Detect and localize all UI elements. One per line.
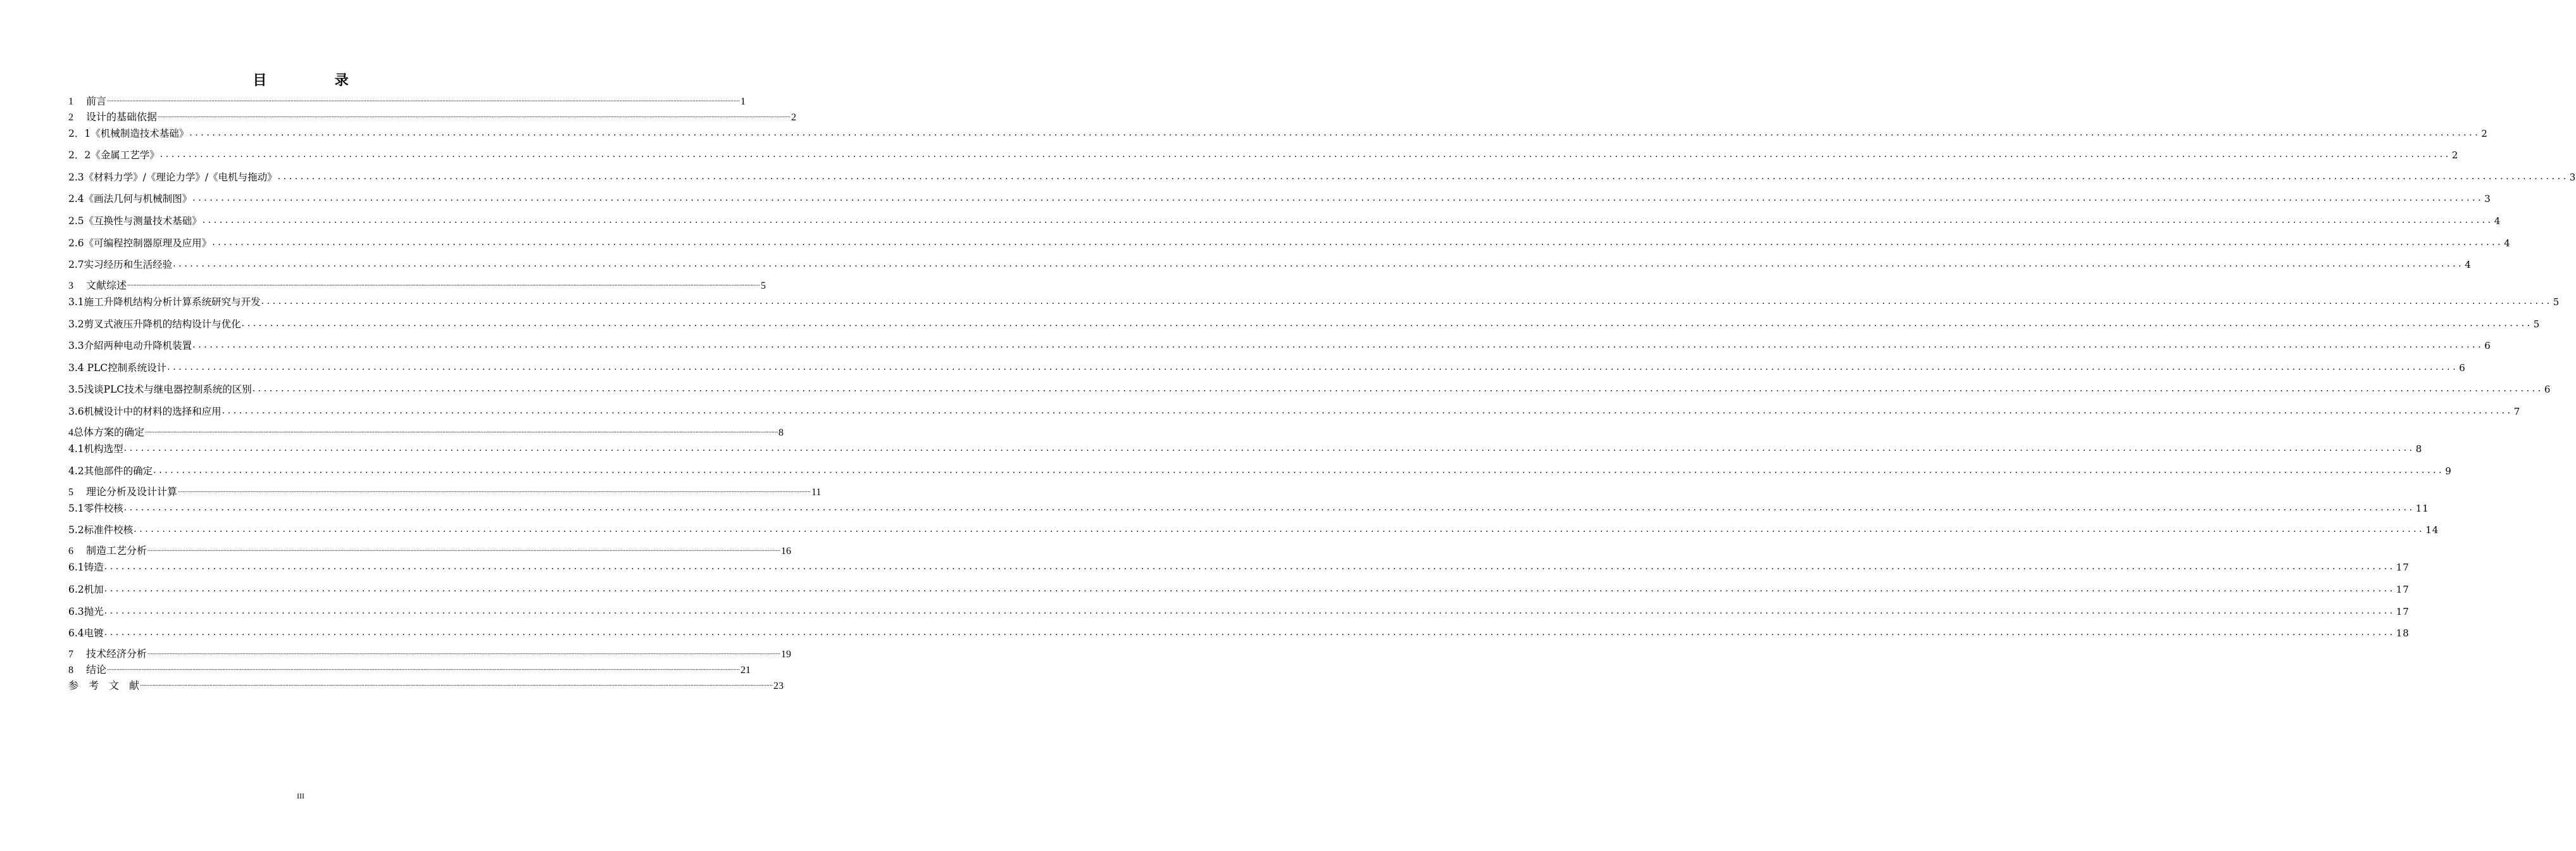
toc-entry-title: 3.5浅谈PLC技术与继电器控制系统的区别 — [68, 384, 252, 395]
toc-entry-title: 3.2剪叉式液压升降机的结构设计与优化 — [68, 318, 241, 330]
toc-entry-page-number: 17 — [2396, 606, 2410, 617]
toc-entry-page-number: 6 — [2459, 362, 2466, 374]
toc-entry-title: 3 文献综述 — [68, 281, 127, 291]
toc-entry[interactable] — [68, 296, 2560, 308]
toc-entry-title: 1 前言 — [68, 96, 107, 107]
toc-entry-title: 6.3抛光 — [68, 606, 104, 617]
toc-entry-title: 2．1《机械制造技术基础》 — [68, 128, 189, 139]
toc-entry-page-number: 8 — [2415, 443, 2423, 455]
toc-entry[interactable] — [68, 486, 822, 499]
dot-leader: ................................................................................................................................................................................................................................................................................................................................................................................................................ — [104, 584, 2396, 594]
toc-entry-title: 6.1铸造 — [68, 562, 104, 573]
toc-entry-page-number: 4 — [2504, 237, 2511, 249]
dot-leader: ................................................................................................................................................................................................................................................................................................................................................................................................................ — [104, 606, 2396, 616]
toc-entry[interactable] — [68, 258, 2472, 271]
toc-entry-page-number: 11 — [811, 487, 822, 498]
toc-entry-page-number: 23 — [773, 681, 784, 691]
toc-entry-title: 4.1机构选型 — [68, 443, 123, 455]
dot-leader: ................................................................................................................................................................................................................................................................................................................................................................................................................ — [261, 296, 2553, 306]
toc-entry[interactable] — [68, 465, 2452, 477]
toc-entry[interactable] — [68, 362, 2466, 374]
dot-leader: ................................................................................................................................................................................................................................................................................................................................................................................................................ — [167, 362, 2459, 372]
dot-leader: ................................................................................................................................................................................................................................................................................................................................................................................................................ — [277, 172, 2569, 182]
toc-entry[interactable] — [68, 318, 2541, 331]
toc-entry[interactable] — [68, 383, 2551, 396]
toc-entry-page-number: 5 — [2533, 318, 2541, 330]
toc-entry[interactable] — [68, 664, 751, 677]
dot-leader: ................................................................................................................................................................................................................................................................................................................................................................................................................ — [147, 649, 781, 656]
toc-entry-page-number: 9 — [2445, 465, 2452, 477]
toc-entry-title: 2 设计的基础依据 — [68, 112, 158, 123]
toc-entry[interactable] — [68, 583, 2410, 596]
toc-entry[interactable] — [68, 280, 766, 293]
toc-entry-title: 2.4《画法几何与机械制图》 — [68, 193, 192, 205]
toc-entry-page-number: 19 — [781, 649, 792, 660]
dot-leader: ................................................................................................................................................................................................................................................................................................................................................................................................................ — [145, 427, 778, 434]
toc-title — [0, 70, 601, 89]
toc-entry-title: 6.4电镀 — [68, 627, 104, 639]
toc-entry-page-number: 6 — [2484, 340, 2491, 351]
dot-leader: ................................................................................................................................................................................................................................................................................................................................................................................................................ — [192, 193, 2484, 203]
toc-entry-page-number: 3 — [2569, 172, 2576, 183]
dot-leader: ................................................................................................................................................................................................................................................................................................................................................................................................................ — [140, 681, 773, 688]
dot-leader: ................................................................................................................................................................................................................................................................................................................................................................................................................ — [104, 627, 2396, 638]
toc-entry-page-number: 4 — [2465, 259, 2472, 270]
toc-entry[interactable] — [68, 680, 784, 693]
toc-entry[interactable] — [68, 171, 2576, 184]
toc-entry-page-number: 2 — [2451, 149, 2459, 161]
toc-entry[interactable] — [68, 405, 2521, 418]
toc-entry-page-number: 1 — [741, 96, 746, 107]
dot-leader: ................................................................................................................................................................................................................................................................................................................................................................................................................ — [123, 503, 2415, 513]
dot-leader: ................................................................................................................................................................................................................................................................................................................................................................................................................ — [241, 318, 2533, 329]
toc-entry[interactable] — [68, 545, 792, 558]
dot-leader: ................................................................................................................................................................................................................................................................................................................................................................................................................ — [252, 384, 2544, 394]
toc-entry-page-number: 11 — [2415, 503, 2429, 514]
toc-entry-title: 3.1施工升降机结构分析计算系统研究与开发 — [68, 296, 261, 308]
dot-leader: ................................................................................................................................................................................................................................................................................................................................................................................................................ — [158, 112, 791, 119]
toc-entry-page-number: 5 — [761, 281, 766, 291]
toc-entry-page-number: 16 — [781, 546, 792, 557]
dot-leader: ................................................................................................................................................................................................................................................................................................................................................................................................................ — [134, 524, 2425, 534]
dot-leader: ................................................................................................................................................................................................................................................................................................................................................................................................................ — [192, 340, 2484, 350]
toc-entry-page-number: 7 — [2513, 406, 2521, 417]
dot-leader: ................................................................................................................................................................................................................................................................................................................................................................................................................ — [159, 149, 2451, 160]
toc-entry-page-number: 6 — [2544, 384, 2551, 395]
toc-entry[interactable] — [68, 648, 792, 661]
toc-entry-title: 5.1零件校核 — [68, 503, 123, 514]
dot-leader: ................................................................................................................................................................................................................................................................................................................................................................................................................ — [153, 465, 2445, 476]
toc-entry-page-number: 18 — [2396, 627, 2410, 639]
dot-leader: ................................................................................................................................................................................................................................................................................................................................................................................................................ — [127, 281, 761, 287]
dot-leader: ................................................................................................................................................................................................................................................................................................................................................................................................................ — [104, 562, 2396, 572]
dot-leader: ................................................................................................................................................................................................................................................................................................................................................................................................................ — [202, 215, 2494, 225]
toc-entry[interactable] — [68, 127, 2488, 140]
toc-entry[interactable] — [68, 192, 2491, 205]
dot-leader: ................................................................................................................................................................................................................................................................................................................................................................................................................ — [173, 259, 2465, 269]
toc-entry-title: 7 技术经济分析 — [68, 649, 147, 660]
dot-leader: ................................................................................................................................................................................................................................................................................................................................................................................................................ — [212, 237, 2504, 248]
toc-entry-title: 3.6机械设计中的材料的选择和应用 — [68, 406, 222, 417]
toc-entry-page-number: 17 — [2396, 584, 2410, 595]
toc-entry[interactable] — [68, 443, 2423, 455]
toc-entry-page-number: 8 — [778, 427, 784, 438]
toc-entry-title: 2.5《互换性与测量技术基础》 — [68, 215, 202, 227]
dot-leader: ................................................................................................................................................................................................................................................................................................................................................................................................................ — [189, 128, 2481, 138]
toc-entry-page-number: 5 — [2553, 296, 2560, 308]
toc-entry-title: 4.2其他部件的确定 — [68, 465, 153, 477]
toc-entry-page-number: 2 — [2481, 128, 2488, 139]
toc-entry-title: 5.2标准件校核 — [68, 524, 134, 536]
dot-leader: ................................................................................................................................................................................................................................................................................................................................................................................................................ — [178, 487, 811, 494]
toc-entry-title: 参 考 文 献 — [68, 681, 140, 691]
toc-entry-title: 2.6《可编程控制器原理及应用》 — [68, 237, 212, 249]
toc-entry[interactable] — [68, 111, 797, 124]
toc-entry-page-number: 2 — [791, 112, 797, 123]
toc-entry-page-number: 17 — [2396, 562, 2410, 573]
toc-entry-title: 2.7实习经历和生活经验 — [68, 259, 173, 270]
toc-entry[interactable] — [68, 215, 2501, 227]
toc-entry-page-number: 3 — [2484, 193, 2491, 205]
toc-entry-title: 2.3《材料力学》/《理论力学》/《电机与拖动》 — [68, 172, 277, 183]
toc-entry-page-number: 14 — [2425, 524, 2439, 536]
toc-entry[interactable] — [68, 427, 784, 439]
toc-entry-title: 4总体方案的确定 — [68, 427, 145, 438]
toc-entry[interactable] — [68, 502, 2429, 515]
dot-leader: ................................................................................................................................................................................................................................................................................................................................................................................................................ — [123, 443, 2415, 453]
toc-entry-title: 8 结论 — [68, 665, 107, 676]
toc-title-char-2: 录 — [334, 73, 349, 89]
toc-entry-title: 5 理论分析及设计计算 — [68, 487, 178, 498]
toc-title-char-1: 目 — [253, 73, 267, 89]
toc-entry-title: 3.4 PLC控制系统设计 — [68, 362, 167, 374]
dot-leader: ................................................................................................................................................................................................................................................................................................................................................................................................................ — [147, 546, 781, 553]
toc-entry[interactable] — [68, 339, 2491, 352]
toc-entry-title: 3.3介紹两种电动升降机装置 — [68, 340, 192, 351]
dot-leader: ................................................................................................................................................................................................................................................................................................................................................................................................................ — [222, 406, 2513, 416]
toc-entry-title: 2．2《金属工艺学》 — [68, 149, 159, 161]
toc-entry[interactable] — [68, 605, 2410, 618]
toc-entry-page-number: 21 — [741, 665, 751, 676]
toc-entry[interactable] — [68, 149, 2459, 161]
toc-entry[interactable] — [68, 524, 2439, 536]
toc-entry[interactable] — [68, 96, 746, 108]
toc-entry-title: 6.2机加 — [68, 584, 104, 595]
toc-entry[interactable] — [68, 561, 2410, 574]
toc-entry-title: 6 制造工艺分析 — [68, 546, 147, 557]
dot-leader: ................................................................................................................................................................................................................................................................................................................................................................................................................ — [107, 96, 741, 103]
toc-entry-page-number: 4 — [2494, 215, 2501, 227]
page-number-footer: III — [297, 791, 304, 800]
toc-entry[interactable] — [68, 627, 2410, 640]
toc-entry[interactable] — [68, 237, 2511, 249]
dot-leader: ................................................................................................................................................................................................................................................................................................................................................................................................................ — [107, 665, 741, 672]
